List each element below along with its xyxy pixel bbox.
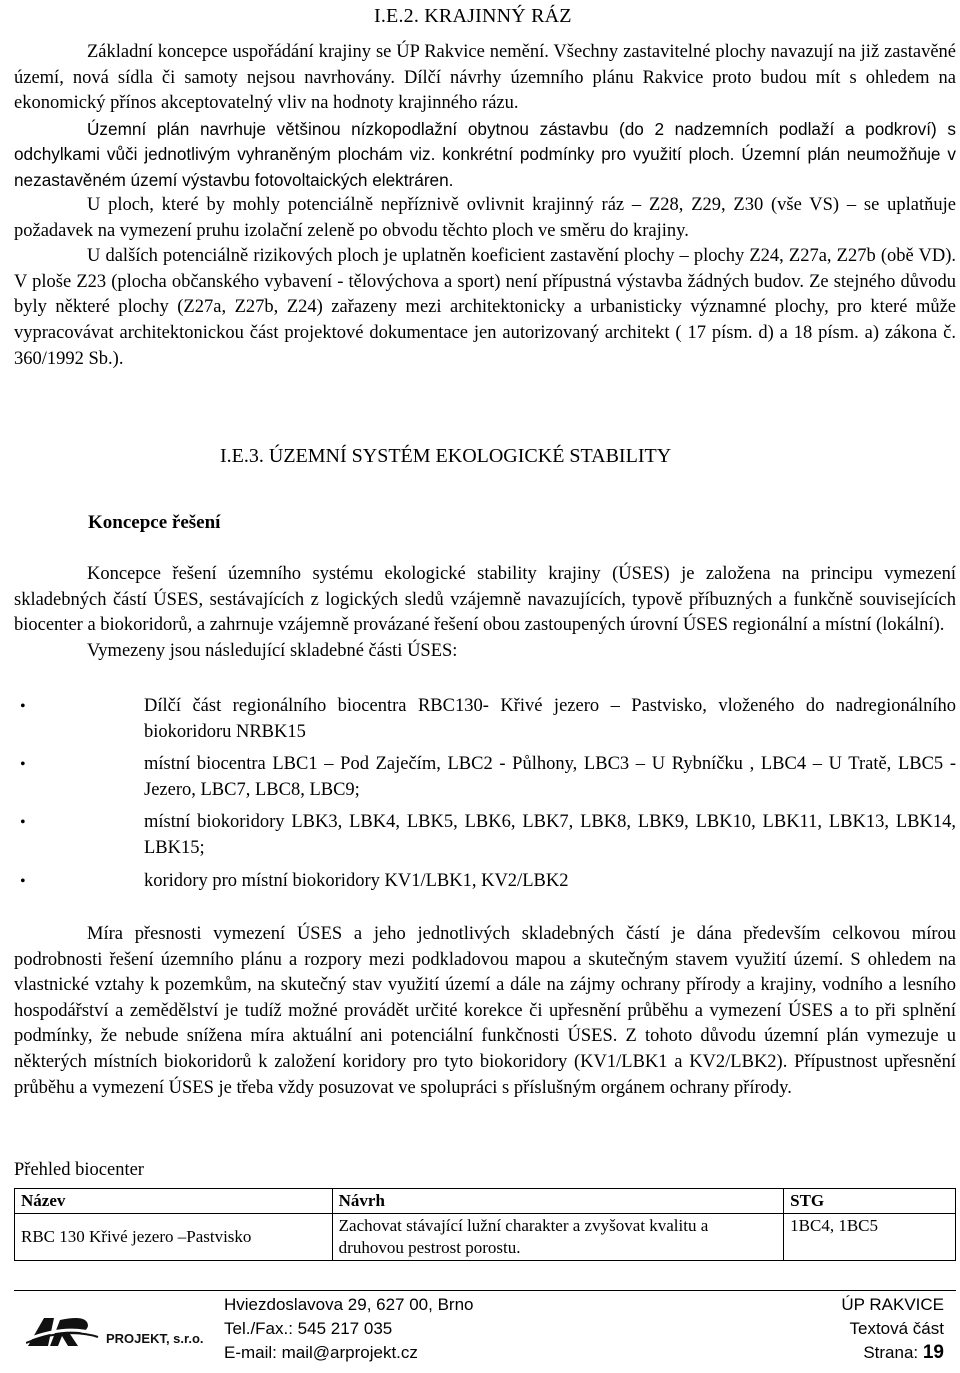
- paragraph: Koncepce řešení územního systému ekologické stability krajiny (ÚSES) je založena na principu vymezení skladebných částí ÚSES, sestávajících z logických sledů vzájemně navazujících, typově příbuzných a funkčně souvisejících biocenter a biokoridorů, a zahrnuje vzájemně provázané řešení obou zastoupených úrovní ÚSES regionální a místní (lokální).: [14, 564, 956, 636]
- bullet-icon: •: [20, 756, 26, 774]
- paragraph: Míra přesnosti vymezení ÚSES a jeho jednotlivých skladebných částí je dána především celkovou mírou podrobnosti řešení územního plánu a rozpory mezi podkladovou mapou a skutečným stavem využití území. S ohledem na vlastnické vztahy k pozemkům, na skutečný stav využití území a dále na zájmy ochrany přírody a krajiny, vodního a lesního hospodářství a zemědělství je tudíž možné provádět určité korekce či upřesnění průběhu a vymezení ÚSES a to při splnění podmínky, že nebude snížena míra aktuální ani potenciální funkčnosti ÚSES. Z tohoto důvodu územní plán vymezuje u některých místních biokoridorů k založení koridory pro tyto biokoridory (KV1/LBK1 a KV2/LBK2). Přípustnost upřesnění průběhu a vymezení ÚSES je třeba vždy posuzovat ve spolupráci s příslušným orgánem ochrany přírody.: [14, 924, 956, 1098]
- subsection-title: Koncepce řešení: [88, 512, 221, 533]
- list-item-text: Dílčí část regionálního biocentra RBC130- Křivé jezero – Pastvisko, vloženého do nadregionálního biokoridoru NRBK15: [144, 696, 956, 742]
- paragraph: U ploch, které by mohly potenciálně nepříznivě ovlivnit krajinný ráz – Z28, Z29, Z30 (vše VS) – se uplatňuje požadavek na vymezení pruhu izolační zeleně po obvodu těchto ploch ve směru do krajiny.: [14, 195, 956, 241]
- table-cell: Zachovat stávající lužní charakter a zvyšovat kvalitu a druhovou pestrost porostu.: [332, 1214, 783, 1261]
- footer-phone: Tel./Fax.: 545 217 035: [224, 1319, 393, 1338]
- list-item-text: koridory pro místní biokoridory KV1/LBK1, KV2/LBK2: [144, 870, 569, 891]
- bullet-icon: •: [20, 814, 26, 832]
- bullet-icon: •: [20, 872, 26, 890]
- paragraph: Územní plán navrhuje většinou nízkopodlažní obytnou zástavbu (do 2 nadzemních podlaží a podkroví) s odchylkami vůči jednotlivým vyhraněným plochám viz. konkrétní podmínky pro využití ploch. Územní plán neumožňuje v nezastavěném území výstavbu fotovoltaických elektráren.: [14, 118, 956, 190]
- footer-doc-name: ÚP RAKVICE: [841, 1295, 944, 1314]
- column-header: Název: [15, 1189, 333, 1214]
- footer-doc-part: Textová část: [849, 1319, 944, 1338]
- paragraph: Vymezeny jsou následující skladebné části ÚSES:: [87, 640, 458, 661]
- section-title-uses: I.E.3. ÚZEMNÍ SYSTÉM EKOLOGICKÉ STABILITY: [220, 445, 672, 467]
- section-uses-precision: [14, 922, 956, 1101]
- paragraph: U dalších potenciálně rizikových ploch je uplatněn koeficient zastavění plochy – plochy Z24, Z27a, Z27b (obě VD). V ploše Z23 (plocha občanského vybavení - tělovýchova a sport) není přípustná výstavba žádných budov. Ze stejného důvodu byly některé plochy (Z27a, Z27b, Z24) zařazeny mezi architektonicky a urbanisticky významné plochy, pro které může vypracovávat architektonickou část projektové dokumentace jen autorizovaný architekt ( 17 písm. d) a 18 písm. a) zákona č. 360/1992 Sb.).: [14, 246, 956, 369]
- section-krajinny-raz-body: [14, 40, 956, 372]
- column-header: Návrh: [332, 1189, 783, 1214]
- section-title-krajinny-raz: I.E.2. KRAJINNÝ RÁZ: [374, 5, 572, 27]
- page-label: Strana:: [863, 1343, 919, 1362]
- list-item: [14, 869, 956, 895]
- footer-doc-info: [841, 1293, 944, 1365]
- table-cell: RBC 130 Křivé jezero –Pastvisko: [15, 1214, 333, 1261]
- table-caption: Přehled biocenter: [14, 1160, 144, 1180]
- footer-contact: [224, 1293, 474, 1365]
- list-item: [14, 752, 956, 803]
- footer-address: Hviezdoslavova 29, 627 00, Brno: [224, 1295, 474, 1314]
- list-item: [14, 810, 956, 861]
- biocentra-table: [14, 1188, 956, 1261]
- paragraph: Základní koncepce uspořádání krajiny se ÚP Rakvice nemění. Všechny zastavitelné plochy navazují na již zastavěné území, nová sídla či samoty nejsou navrhovány. Dílčí návrhy územního plánu Rakvice proto budou mít s ohledem na ekonomický přínos akceptovatelný vliv na hodnoty krajinného rázu.: [14, 42, 956, 114]
- section-uses-intro: [14, 562, 956, 664]
- column-header: STG: [784, 1189, 956, 1214]
- table-header-row: [15, 1189, 956, 1214]
- table-row: [15, 1214, 956, 1261]
- footer-email: E-mail: mail@arprojekt.cz: [224, 1343, 418, 1362]
- table-cell: 1BC4, 1BC5: [784, 1214, 956, 1261]
- list-item-text: místní biokoridory LBK3, LBK4, LBK5, LBK6, LBK7, LBK8, LBK9, LBK10, LBK11, LBK13, LBK14, LBK15;: [144, 812, 956, 858]
- uses-parts-list: [14, 694, 956, 901]
- list-item: [14, 694, 956, 745]
- footer-divider: [14, 1290, 956, 1291]
- company-logo-icon: [26, 1310, 226, 1350]
- page-number: 19: [922, 1342, 944, 1363]
- list-item-text: místní biocentra LBC1 – Pod Zaječím, LBC2 - Půlhony, LBC3 – U Rybníčku , LBC4 – U Tratě, LBC5 - Jezero, LBC7, LBC8, LBC9;: [144, 754, 956, 800]
- logo-text: PROJEKT, s.r.o.: [106, 1331, 204, 1346]
- bullet-icon: •: [20, 698, 26, 715]
- footer-page: [841, 1341, 944, 1365]
